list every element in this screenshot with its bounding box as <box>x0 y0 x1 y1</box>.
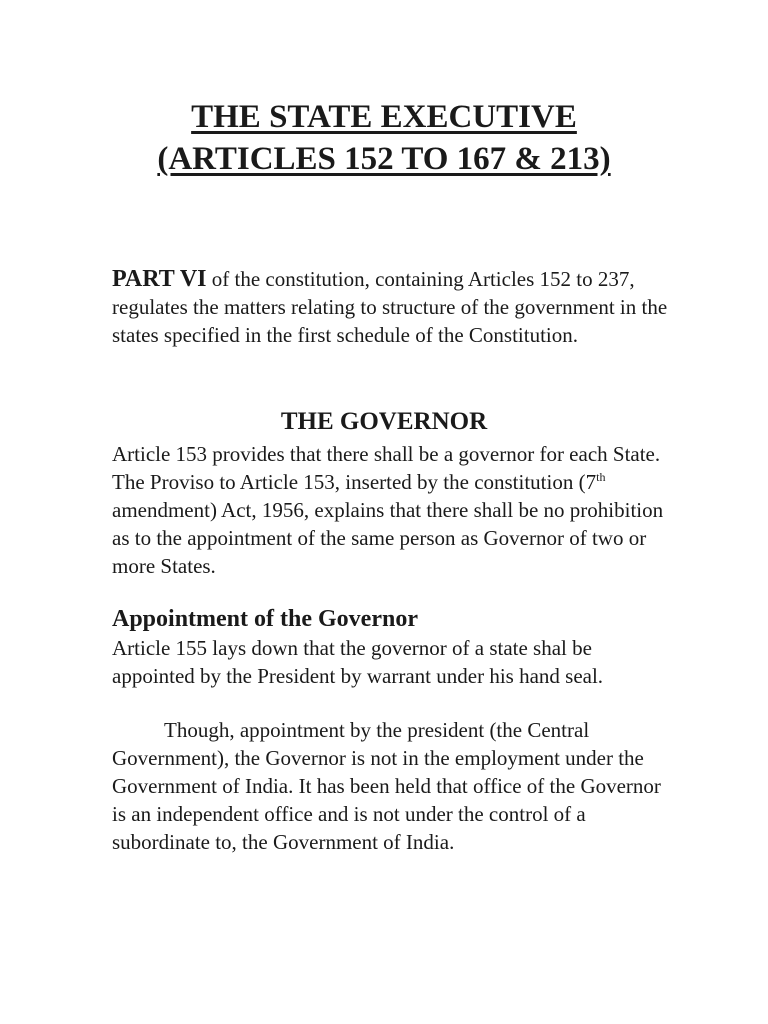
intro-text: of the constitution, containing Articles 152 to 237, regulates the matters relating to structure of the government in the states specified in the first schedule of the Constitution. <box>112 267 668 347</box>
governor-text-1: Article 153 provides that there shall be a governor for each State. The Proviso to Article 153, inserted by the constitution (7 <box>112 442 661 494</box>
intro-paragraph <box>112 265 672 349</box>
governor-heading: THE GOVERNOR <box>280 408 488 435</box>
governor-text-2: amendment) Act, 1956, explains that there shall be no prohibition as to the appointment of the same person as Governor of two or more States. <box>112 498 664 578</box>
document-title <box>0 96 768 180</box>
governor-paragraph <box>112 440 672 580</box>
intro-lead: PART VI <box>112 266 207 292</box>
appointment-paragraph-1: Article 155 lays down that the governor of a state shal be appointed by the President by warrant under his hand seal. <box>112 636 604 688</box>
title-line-1: THE STATE EXECUTIVE <box>191 99 577 135</box>
title-line-2: (ARTICLES 152 TO 167 & 213) <box>157 141 611 177</box>
ordinal-superscript: th <box>596 470 606 484</box>
appointment-heading: Appointment of the Governor <box>112 606 418 632</box>
appointment-paragraph-2: Though, appointment by the president (the Central Government), the Governor is not in the employment under the Government of India. It has been held that office of the Governor is an independent office and is not under the control of a subordinate to, the Government of India. <box>112 718 661 854</box>
